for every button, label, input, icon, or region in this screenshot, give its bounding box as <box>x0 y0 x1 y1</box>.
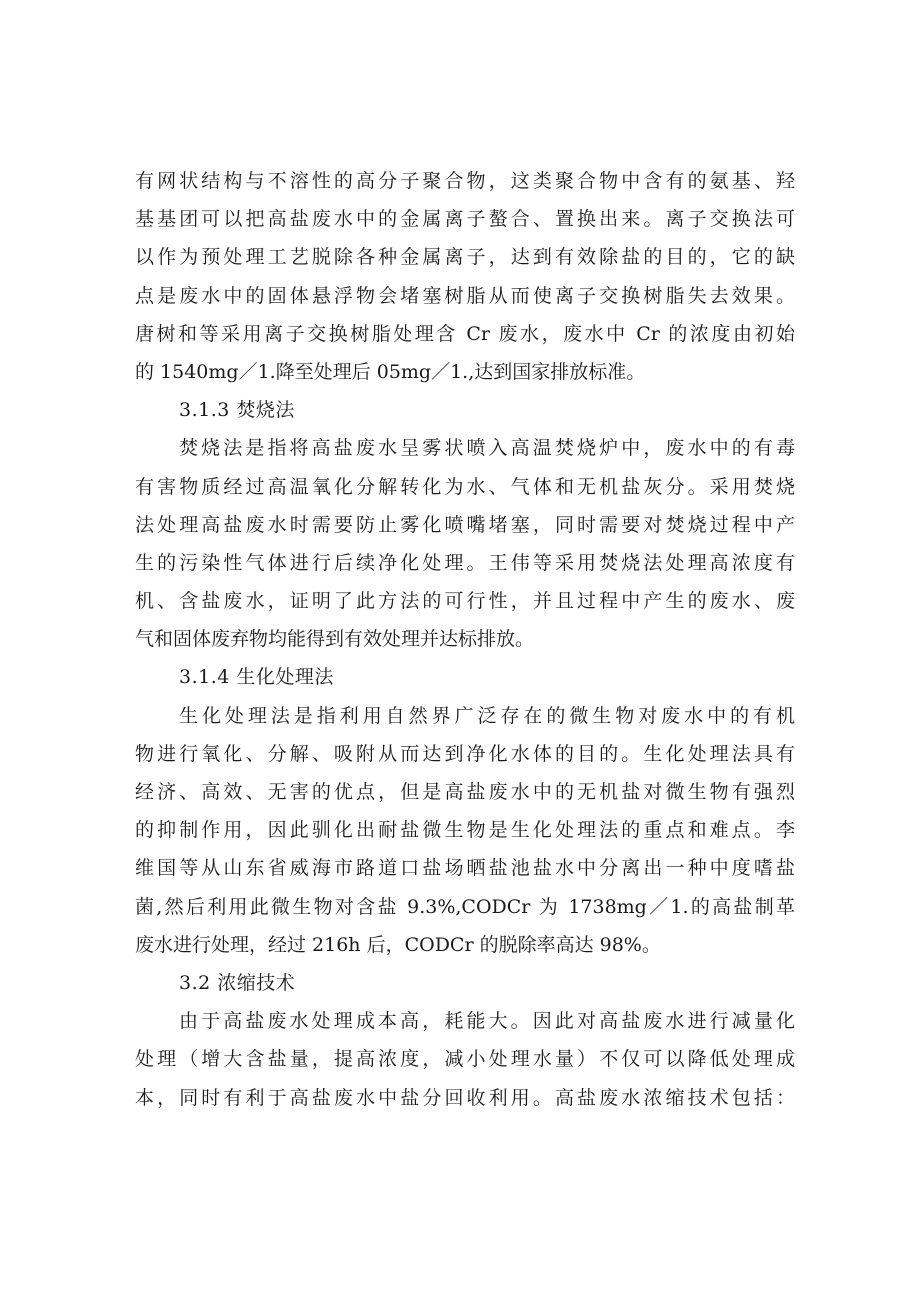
section-heading-concentration: 3.2 浓缩技术 <box>179 971 296 994</box>
text-line: 维国等从山东省威海市路道口盐场晒盐池盐水中分离出一种中度嗜盐 <box>135 857 795 880</box>
text-line: 经济、高效、无害的优点，但是高盐废水中的无机盐对微生物有强烈 <box>135 781 795 803</box>
text-line: 气和固体废弃物均能得到有效处理并达标排放。 <box>135 628 535 651</box>
section-heading-incineration: 3.1.3 焚烧法 <box>179 399 295 422</box>
text-line: 唐树和等采用离子交换树脂处理含 Cr 废水，废水中 Cr 的浓度由初始 <box>135 322 795 345</box>
text-line: 点是废水中的固体悬浮物会堵塞树脂从而使离子交换树脂失去效果。 <box>135 284 795 307</box>
text-line: 由于高盐废水处理成本高，耗能大。因此对高盐废水进行减量化 <box>179 1010 795 1033</box>
text-line: 有网状结构与不溶性的高分子聚合物，这类聚合物中含有的氨基、羟 <box>135 170 795 192</box>
section-heading-biochemical: 3.1.4 生化处理法 <box>179 666 334 689</box>
document-page <box>135 162 795 1117</box>
text-line: 焚烧法是指将高盐废水呈雾状喷入高温焚烧炉中，废水中的有毒 <box>179 437 795 460</box>
paragraph-incineration <box>135 429 795 658</box>
paragraph-concentration <box>135 1002 795 1117</box>
text-line: 机、含盐废水，证明了此方法的可行性，并且过程中产生的废水、废 <box>135 590 795 613</box>
text-line: 菌,然后利用此微生物对含盐 9.3%,CODCr 为 1738mg／1.的高盐制革 <box>135 895 795 918</box>
text-line: 以作为预处理工艺脱除各种金属离子，达到有效除盐的目的，它的缺 <box>135 246 795 269</box>
text-line: 生化处理法是指利用自然界广泛存在的微生物对废水中的有机 <box>179 704 795 727</box>
text-line: 本，同时有利于高盐废水中盐分回收利用。高盐废水浓缩技术包括： <box>135 1086 795 1109</box>
text-line: 处理（增大含盐量，提高浓度，减小处理水量）不仅可以降低处理成 <box>135 1048 795 1071</box>
text-line: 法处理高盐废水时需要防止雾化喷嘴堵塞，同时需要对焚烧过程中产 <box>135 513 795 536</box>
text-line: 基基团可以把高盐废水中的金属离子螯合、置换出来。离子交换法可 <box>135 208 795 231</box>
text-line: 物进行氧化、分解、吸附从而达到净化水体的目的。生化处理法具有 <box>135 742 795 765</box>
paragraph-ion-exchange <box>135 162 795 391</box>
text-line: 废水进行处理，经过 216h 后，CODCr 的脱除率高达 98%。 <box>135 933 661 956</box>
text-line: 生的污染性气体进行后续净化处理。王伟等采用焚烧法处理高浓度有 <box>135 551 795 574</box>
text-line: 有害物质经过高温氧化分解转化为水、气体和无机盐灰分。采用焚烧 <box>135 475 795 498</box>
text-line: 的抑制作用，因此驯化出耐盐微生物是生化处理法的重点和难点。李 <box>135 819 795 842</box>
paragraph-biochemical <box>135 697 795 964</box>
text-line: 的 1540mg／1.降至处理后 05mg／1.,达到国家排放标准。 <box>135 360 646 383</box>
